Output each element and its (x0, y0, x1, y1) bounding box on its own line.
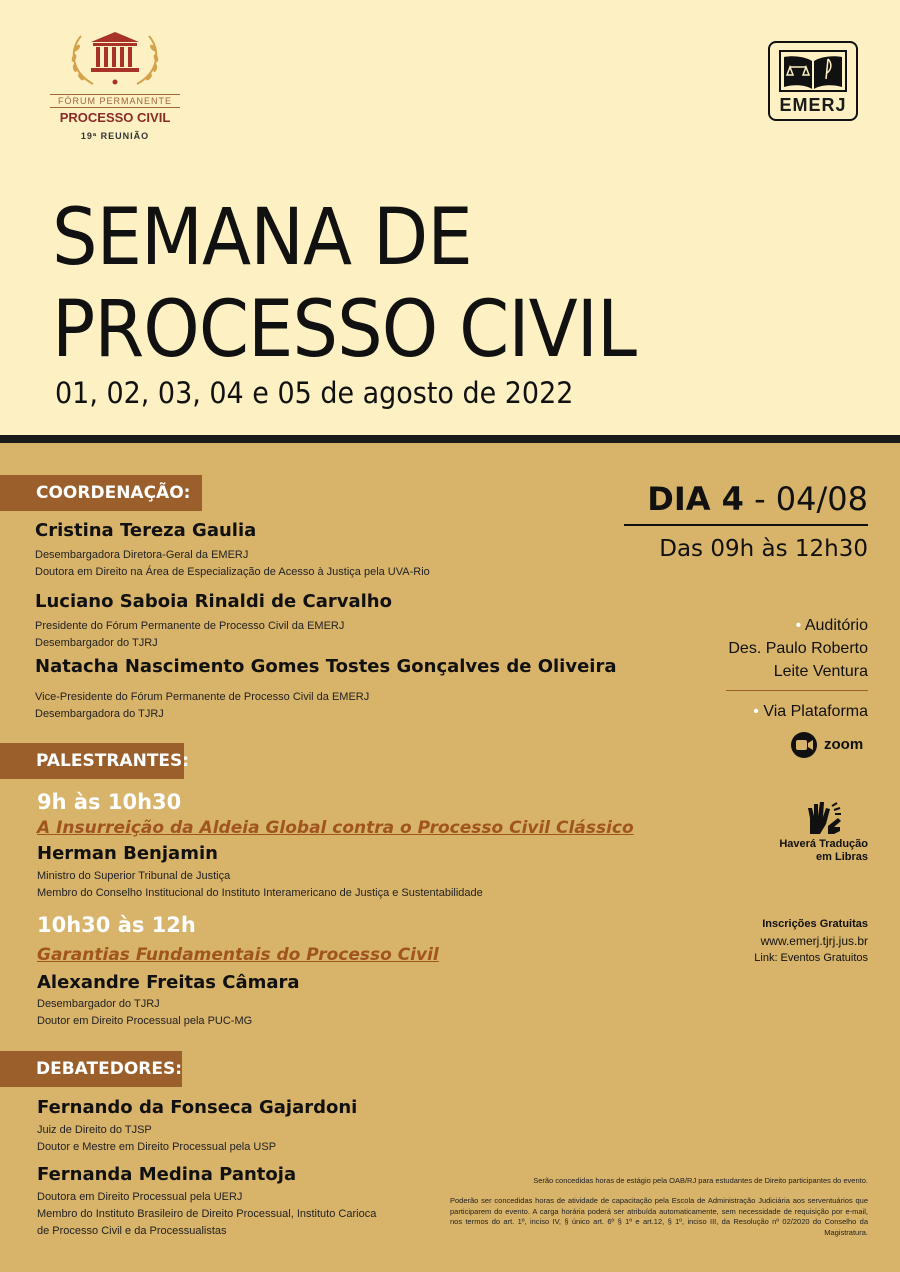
description-line: Doutor e Mestre em Direito Processual pela USP (37, 1141, 277, 1153)
venue-divider (726, 690, 868, 691)
speaker-name: Alexandre Freitas Câmara (37, 972, 300, 993)
description-line: Ministro do Superior Tribunal de Justiça (37, 870, 231, 882)
courthouse-laurel-icon (67, 28, 163, 90)
description-line: Desembargador do TJRJ (35, 637, 158, 649)
forum-small-label: FÓRUM PERMANENTE (50, 94, 180, 108)
debater-description (37, 1189, 376, 1240)
coordinator-description (35, 689, 369, 723)
zoom-label: zoom (824, 736, 864, 753)
coordinator-description (35, 618, 344, 652)
description-line: Doutor em Direito Processual pela PUC-MG (37, 1015, 253, 1027)
libras-info (760, 800, 868, 864)
speaker-description (37, 996, 252, 1030)
session-title-link[interactable]: Garantias Fundamentais do Processo Civil (37, 945, 439, 965)
description-line: Desembargadora do TJRJ (35, 708, 164, 720)
description-line: Membro do Conselho Institucional do Instituto Interamericano de Justiça e Sustentabilidade (37, 887, 483, 899)
coordinator-name: Natacha Nascimento Gomes Tostes Gonçalves de Oliveira (35, 656, 617, 677)
registration-info (754, 916, 868, 967)
registration-title: Inscrições Gratuitas (762, 918, 868, 930)
emerj-label: EMERJ (779, 95, 847, 115)
description-line: Doutora em Direito na Área de Especialização de Acesso à Justiça pela UVA-Rio (35, 566, 430, 578)
description-line: Desembargador do TJRJ (37, 998, 160, 1010)
event-dates: 01, 02, 03, 04 e 05 de agosto de 2022 (55, 376, 574, 410)
day-date: - 04/08 (743, 480, 868, 518)
title-line-2: PROCESSO CIVIL (52, 285, 637, 375)
forum-name: PROCESSO CIVIL (59, 110, 171, 125)
description-line: Doutora em Direito Processual pela UERJ (37, 1191, 243, 1203)
debater-name: Fernando da Fonseca Gajardoni (37, 1097, 358, 1118)
libras-text (760, 838, 868, 864)
coordinator-name: Cristina Tereza Gaulia (35, 520, 257, 541)
session-title-link[interactable]: A Insurreição da Aldeia Global contra o Processo Civil Clássico (37, 818, 634, 838)
title-line-1: SEMANA DE (52, 193, 472, 283)
forum-meeting: 19ª REUNIÃO (80, 131, 150, 141)
event-day (647, 480, 868, 518)
platform-label: Via Plataforma (763, 703, 868, 720)
libras-line: em Libras (816, 851, 868, 863)
description-line: Juiz de Direito do TJSP (37, 1124, 152, 1136)
description-line: de Processo Civil e da Processualistas (37, 1225, 227, 1237)
registration-url-link[interactable]: www.emerj.tjrj.jus.br (760, 934, 868, 948)
debaters-label: DEBATEDORES: (0, 1051, 182, 1087)
session-time: 10h30 às 12h (37, 913, 196, 937)
debater-description (37, 1122, 276, 1156)
registration-link-hint: Link: Eventos Gratuitos (754, 952, 868, 964)
bullet-icon: • (795, 617, 802, 634)
event-venue (728, 614, 868, 683)
coordinator-description (35, 547, 430, 581)
day-underline (624, 524, 868, 526)
venue-line: Des. Paulo Roberto (728, 640, 868, 657)
coordination-label: COORDENAÇÃO: (0, 475, 202, 511)
session-time: 9h às 10h30 (37, 790, 182, 814)
scales-book-icon (778, 49, 848, 93)
event-platform (753, 703, 868, 721)
page-title (52, 192, 636, 376)
footnote-oab: Serão concedidas horas de estágio pela OAB/RJ para estudantes de Direito participantes do evento. (533, 1176, 868, 1185)
libras-line: Haverá Tradução (779, 838, 868, 850)
header-divider (0, 435, 900, 443)
bullet-icon: • (753, 703, 759, 720)
debater-name: Fernanda Medina Pantoja (37, 1164, 297, 1185)
speaker-name: Herman Benjamin (37, 843, 218, 864)
event-hours: Das 09h às 12h30 (659, 536, 868, 562)
venue-line: Leite Ventura (773, 663, 868, 680)
speakers-label: PALESTRANTES: (0, 743, 184, 779)
description-line: Presidente do Fórum Permanente de Processo Civil da EMERJ (35, 620, 345, 632)
speaker-description (37, 868, 483, 902)
description-line: Membro do Instituto Brasileiro de Direito Processual, Instituto Carioca (37, 1208, 377, 1220)
footnote-capacitation: Poderão ser concedidas horas de atividade de capacitação pela Escola de Administração Judiciária aos serventuários que participarem do evento. A carga horária poderá ser atribuída automaticamente, sem necessidade de requisição por e-mail, nos termos do art. 1º, inciso IV, § único art. 6º § 1º e art.12, § 1º, inciso III, da Resolução nº 02/2020 do Conselho da Magistratura. (450, 1196, 868, 1237)
coordinator-name: Luciano Saboia Rinaldi de Carvalho (35, 591, 392, 612)
description-line: Desembargadora Diretora-Geral da EMERJ (35, 549, 249, 561)
venue-line: Auditório (804, 617, 868, 634)
day-number: DIA 4 (647, 480, 744, 518)
emerj-logo (768, 41, 858, 121)
description-line: Vice-Presidente do Fórum Permanente de Processo Civil da EMERJ (35, 691, 370, 703)
forum-logo (50, 28, 180, 141)
sign-language-hands-icon (804, 800, 844, 836)
